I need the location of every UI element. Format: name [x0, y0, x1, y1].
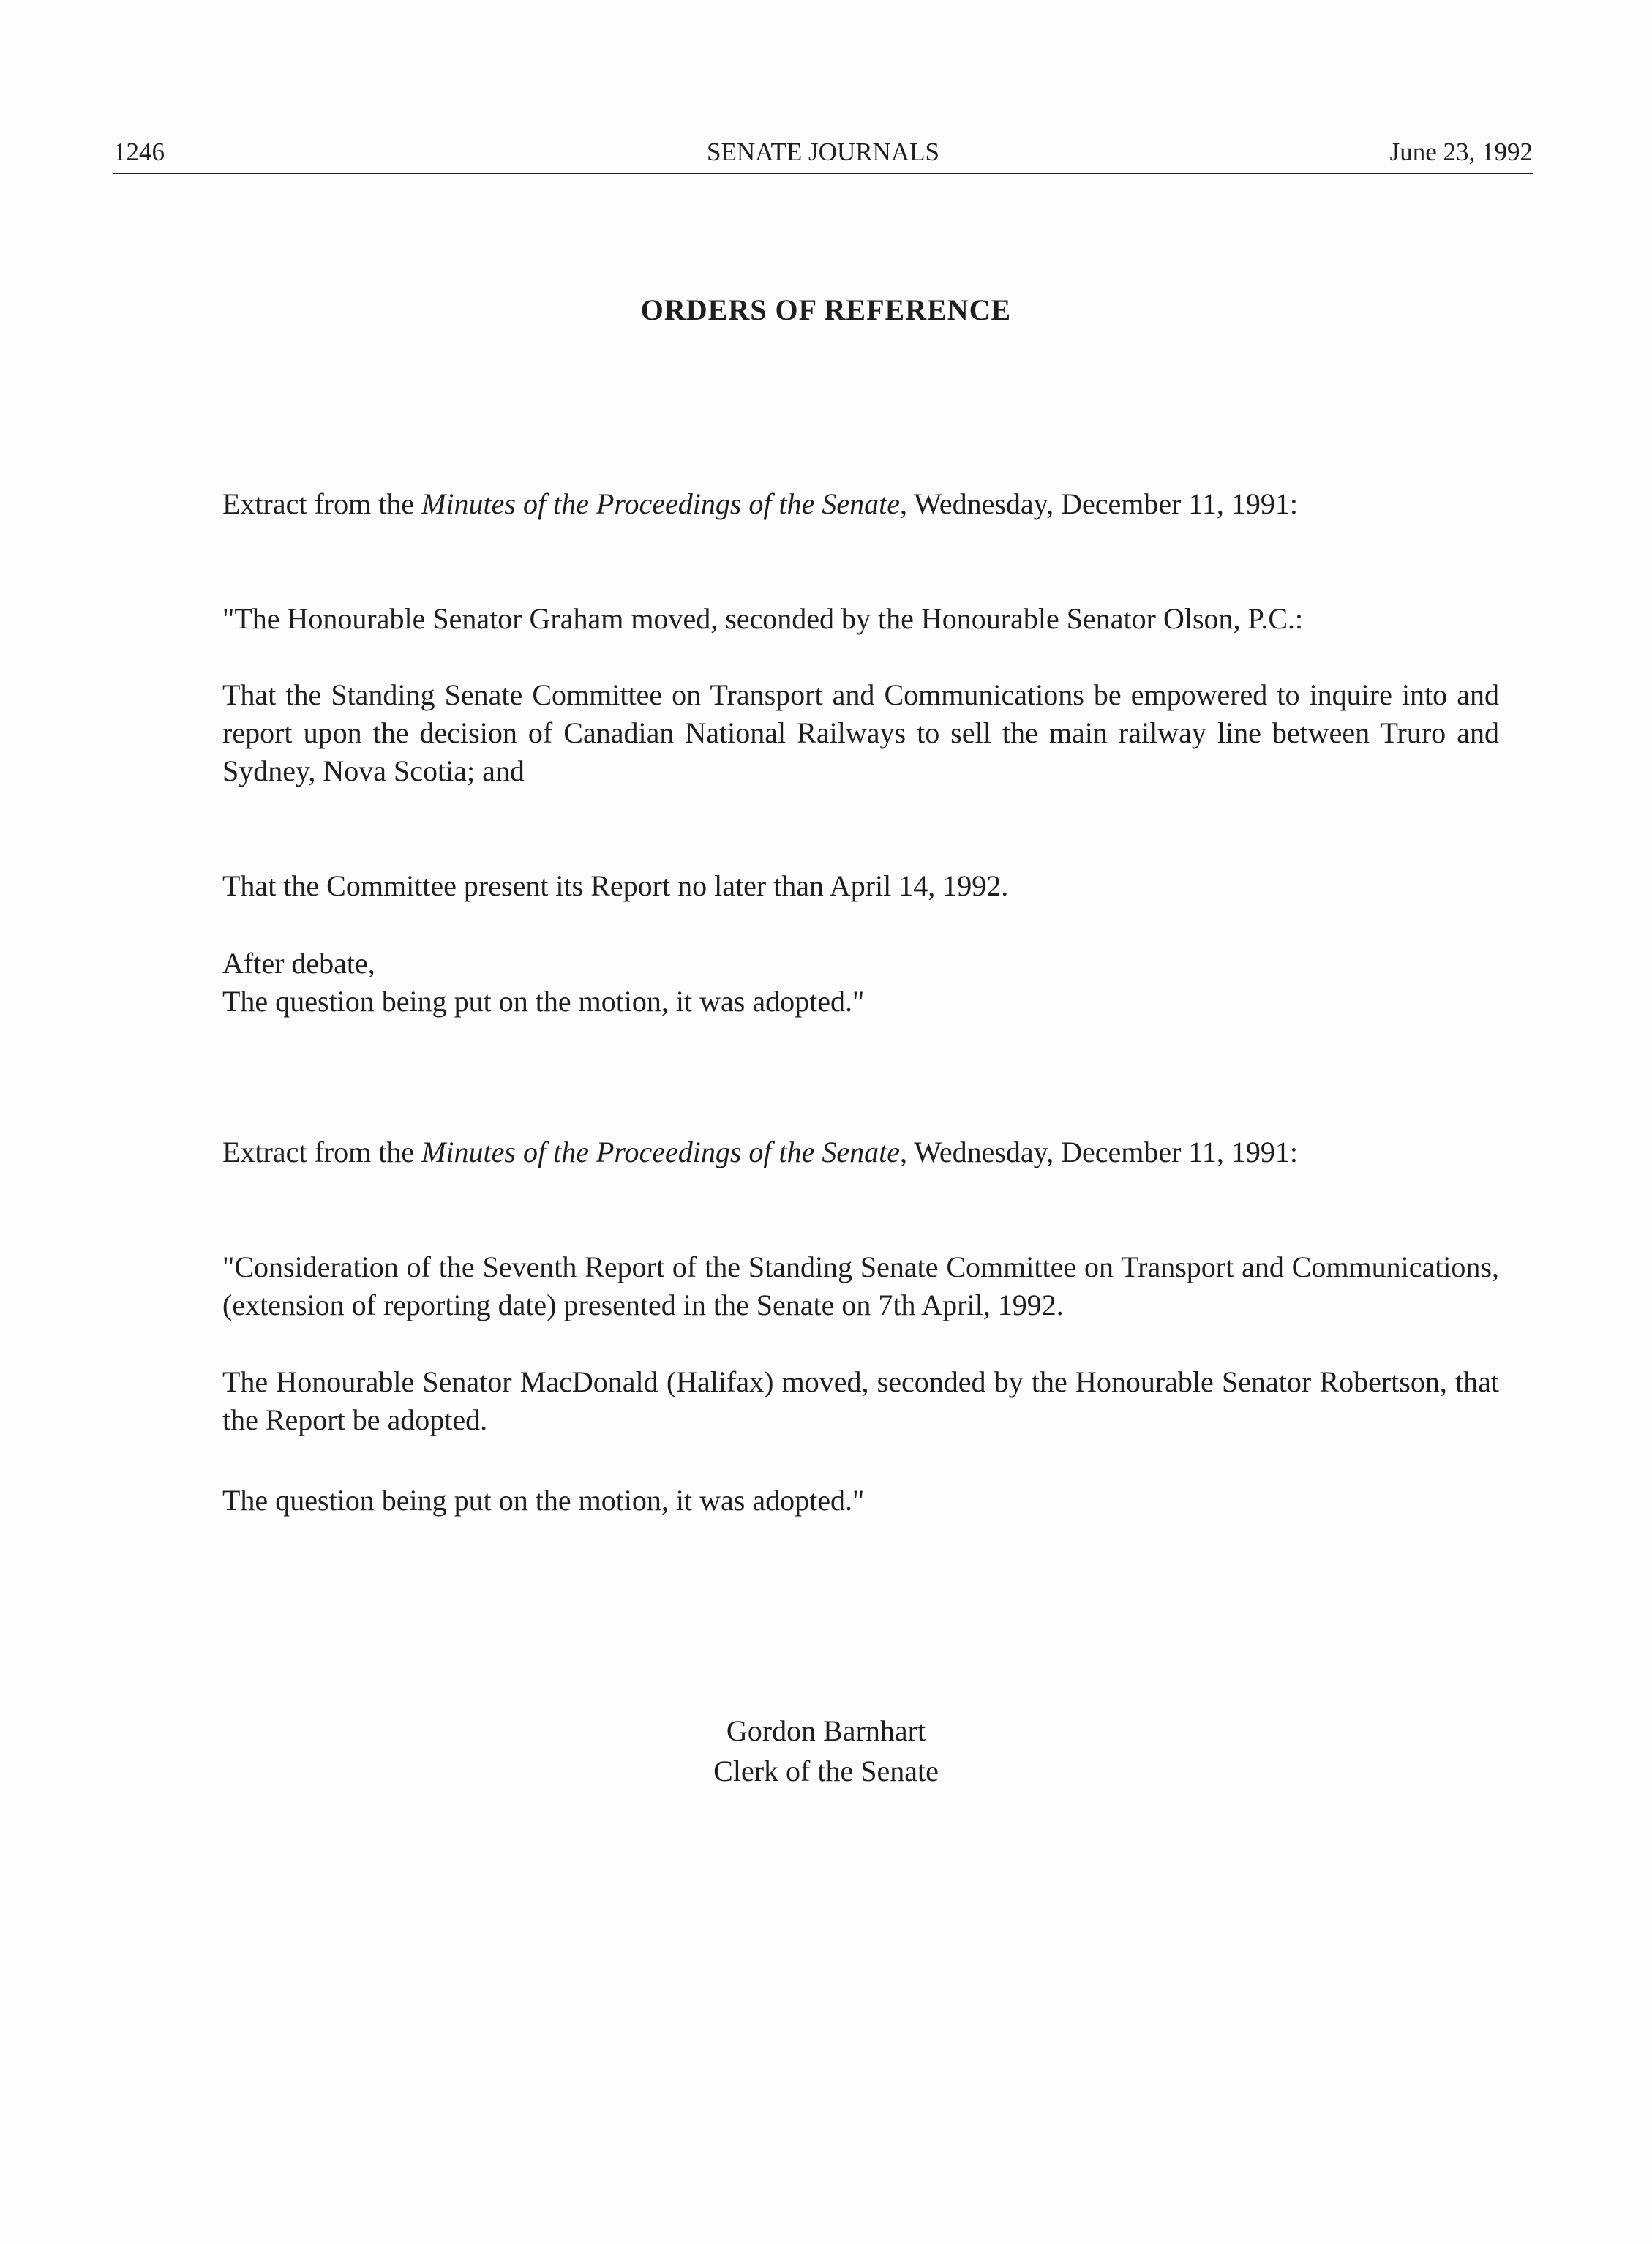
- extract1-report-deadline-text: That the Committee present its Report no later than April 14, 1992.: [222, 869, 1009, 902]
- extract1-motion-text: "The Honourable Senator Graham moved, seconded by the Honourable Senator Olson, P.C.:: [222, 602, 1304, 635]
- extract1-after-debate: After debate,: [222, 947, 375, 980]
- extract1-intro-suffix: , Wednesday, December 11, 1991:: [900, 487, 1299, 520]
- signature-block: [0, 1711, 1652, 1791]
- header-rule: [113, 173, 1533, 174]
- extract2-intro-prefix: Extract from the: [222, 1136, 422, 1168]
- extract2-intro-italic: Minutes of the Proceedings of the Senate: [421, 1136, 901, 1168]
- extract2-motion: [222, 1363, 1499, 1439]
- extract2-adopted: [222, 1482, 1499, 1520]
- extract1-adopted: The question being put on the motion, it was adopted.": [222, 985, 865, 1018]
- extract2-intro: [222, 1133, 1499, 1171]
- extract2-consideration-text: "Consideration of the Seventh Report of the Standing Senate Committee on Transport and Communications, (extension of reporting date) presented in the Senate on 7th April, 1992.: [222, 1250, 1499, 1321]
- extract1-intro-italic: Minutes of the Proceedings of the Senate: [421, 487, 901, 520]
- extract1-intro-prefix: Extract from the: [222, 487, 422, 520]
- extract1-intro: [222, 485, 1499, 523]
- signatory-title: Clerk of the Senate: [713, 1755, 939, 1787]
- header-date: June 23, 1992: [1389, 138, 1533, 166]
- extract1-debate: [222, 945, 1499, 1021]
- extract1-motion: [222, 600, 1499, 638]
- extract1-report-deadline: [222, 867, 1499, 905]
- extract1-resolution: [222, 676, 1499, 790]
- running-header: [113, 136, 1533, 173]
- extract1-resolution-text: That the Standing Senate Committee on Transport and Communications be empowered to inquire into and report upon the decision of Canadian National Railways to sell the main railway line between Truro and Sydney, Nova Scotia; and: [222, 678, 1499, 787]
- signatory-name: Gordon Barnhart: [726, 1714, 926, 1747]
- extract2-intro-suffix: , Wednesday, December 11, 1991:: [900, 1136, 1299, 1168]
- journal-title: SENATE JOURNALS: [707, 138, 939, 166]
- extract2-adopted-text: The question being put on the motion, it was adopted.": [222, 1484, 865, 1517]
- page-number: 1246: [113, 138, 165, 166]
- extract2-motion-text: The Honourable Senator MacDonald (Halifax) moved, seconded by the Honourable Senator Robertson, that the Report be adopted.: [222, 1365, 1499, 1436]
- section-title: ORDERS OF REFERENCE: [640, 293, 1012, 326]
- extract2-consideration: [222, 1248, 1499, 1324]
